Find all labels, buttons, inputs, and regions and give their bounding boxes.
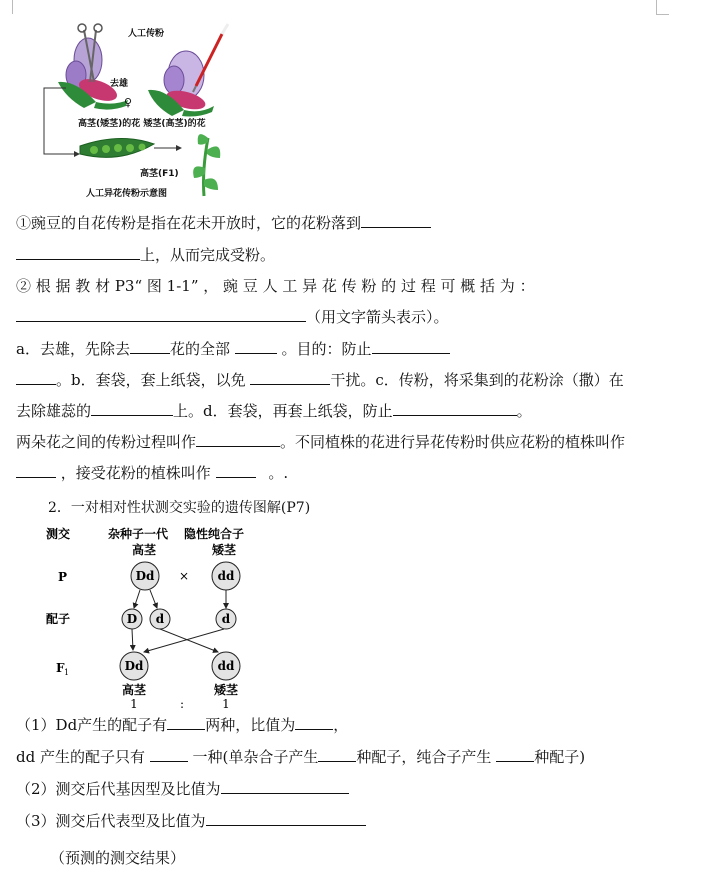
f1-short: 矮茎 xyxy=(213,683,239,697)
gamete-d-right: d xyxy=(221,612,231,626)
step-c-text-1: 去除雄蕊的 xyxy=(16,402,92,420)
step-c-blank-1[interactable] xyxy=(91,400,173,416)
p-dd: dd xyxy=(217,569,235,583)
seedling-icon xyxy=(193,134,220,196)
f1-tall: 高茎 xyxy=(121,683,147,697)
q2-line-1 xyxy=(16,276,535,296)
terms-text-3: ，接受花粉的植株叫作 xyxy=(60,464,211,482)
header-hybrid: 杂种子一代 xyxy=(108,527,169,541)
terms-line-1 xyxy=(16,431,625,452)
q3-line-5: （预测的测交结果） xyxy=(50,849,186,867)
terms-blank-3[interactable] xyxy=(216,462,256,478)
terms-blank-2[interactable] xyxy=(16,462,56,478)
q3-text-1b: 两种，比值为 xyxy=(205,716,296,734)
steps-line-2 xyxy=(16,369,624,390)
label-tall: 高茎 xyxy=(132,543,157,557)
f1-dd: dd xyxy=(217,659,235,673)
right-flower-icon xyxy=(148,51,214,117)
q3-text-1c: ， xyxy=(333,716,349,734)
step-c-text-2: 上。d．套袋，再套上纸袋，防止 xyxy=(173,402,393,420)
f1-Dd: Dd xyxy=(124,659,144,673)
row-label-f1: F xyxy=(56,661,65,675)
terms-line-2 xyxy=(16,462,288,483)
section-2-title: 2．一对相对性状测交实验的遗传图解(P7) xyxy=(48,500,311,516)
step-a-blank-3[interactable] xyxy=(372,338,450,354)
step-b-text-1: 。b．套袋，套上纸袋，以免 xyxy=(56,371,246,389)
q3-text-4: （3）测交后代表型及比值为 xyxy=(16,812,206,830)
q3-blank-4[interactable] xyxy=(318,746,356,762)
label-artificial-pollination: 人工传粉 xyxy=(128,29,165,39)
ratio-colon: : xyxy=(179,697,185,711)
label-short: 矮茎 xyxy=(212,543,237,557)
step-b-blank-1[interactable] xyxy=(16,369,56,385)
q3-blank-6[interactable] xyxy=(221,778,349,794)
row-label-f1-sub: 1 xyxy=(64,668,70,677)
terms-blank-1[interactable] xyxy=(196,431,280,447)
q2-line-2 xyxy=(16,306,449,327)
q3-text-2b: 一种(单杂合子产生 xyxy=(192,748,319,766)
pea-pod-icon xyxy=(80,138,154,157)
header-recessive: 隐性纯合子 xyxy=(184,527,245,541)
label-emasculation: 去雄 xyxy=(110,79,129,89)
q3-line-2 xyxy=(16,746,585,767)
times-symbol: × xyxy=(178,569,190,583)
q3-text-2d: 种配子) xyxy=(534,748,586,766)
row-label-p: P xyxy=(58,570,68,584)
row-label-gamete: 配子 xyxy=(46,612,71,626)
steps-line-3 xyxy=(16,400,532,421)
step-c-text-3: 。 xyxy=(516,402,532,420)
q3-blank-3[interactable] xyxy=(150,746,188,762)
testcross-diagram xyxy=(44,524,294,712)
figure-caption: 人工异花传粉示意图 xyxy=(86,189,168,199)
pollination-illustration xyxy=(36,20,236,200)
step-c-blank-2[interactable] xyxy=(393,400,517,416)
step-a-text-3: 。目的：防止 xyxy=(281,340,372,358)
label-flower-types: 高茎(矮茎)的花 矮茎(高茎)的花 xyxy=(78,119,206,129)
q3-line-3 xyxy=(16,778,349,799)
p-Dd: Dd xyxy=(135,569,155,583)
q3-blank-1[interactable] xyxy=(167,714,205,730)
page-corner-mark-right xyxy=(656,0,669,15)
q3-line-1 xyxy=(16,714,348,735)
step-b-blank-2[interactable] xyxy=(250,369,330,385)
testcross-svg xyxy=(44,524,294,712)
step-a-text-1: a．去雄，先除去 xyxy=(16,340,130,358)
q3-text-1a: （1）Dd产生的配子有 xyxy=(16,716,168,734)
gamete-d-left: d xyxy=(155,612,165,626)
label-female-symbol: ♀ xyxy=(124,96,133,109)
q3-blank-2[interactable] xyxy=(295,714,333,730)
q3-blank-5[interactable] xyxy=(496,746,534,762)
q2-text-a: ② 根 据 教 材 P3“ 图 1-1” ， 豌 豆 人 工 异 花 传 粉 的 过 程 可 概 括 为 ： xyxy=(16,277,535,295)
gamete-D: D xyxy=(126,612,138,626)
step-a-blank-1[interactable] xyxy=(130,338,170,354)
header-testcross: 测交 xyxy=(46,527,71,541)
q1-line-2 xyxy=(16,244,275,265)
step-b-text-2: 干扰。c．传粉，将采集到的花粉涂（撒）在 xyxy=(330,371,624,389)
q3-line-4 xyxy=(16,810,366,831)
page-corner-mark-left xyxy=(12,0,13,14)
q3-blank-7[interactable] xyxy=(206,810,366,826)
cross-pollination-figure xyxy=(36,20,236,200)
step-a-blank-2[interactable] xyxy=(235,338,277,354)
q1-line-1 xyxy=(16,212,431,233)
q1-text-a: ①豌豆的自花传粉是指在花未开放时，它的花粉落到 xyxy=(16,214,362,232)
q3-text-2c: 种配子，纯合子产生 xyxy=(356,748,492,766)
ratio-right: 1 xyxy=(222,697,230,711)
terms-text-1: 两朵花之间的传粉过程叫作 xyxy=(16,433,197,451)
q2-blank[interactable] xyxy=(16,306,306,322)
q2-text-b: （用文字箭头表示）。 xyxy=(306,308,449,326)
q3-text-2a: dd 产生的配子只有 xyxy=(16,748,145,766)
label-f1: 高茎(F1) xyxy=(140,169,179,179)
terms-text-4: 。. xyxy=(268,464,289,482)
q1-text-b: 上，从而完成受粉。 xyxy=(140,246,276,264)
ratio-left: 1 xyxy=(130,697,138,711)
q1-blank-1[interactable] xyxy=(361,212,431,228)
q3-text-3: （2）测交后代基因型及比值为 xyxy=(16,780,221,798)
terms-text-2: 。不同植株的花进行异花传粉时供应花粉的植株叫作 xyxy=(280,433,626,451)
q1-blank-2[interactable] xyxy=(16,244,140,260)
step-a-text-2: 花的全部 xyxy=(169,340,230,358)
steps-line-1 xyxy=(16,338,450,359)
